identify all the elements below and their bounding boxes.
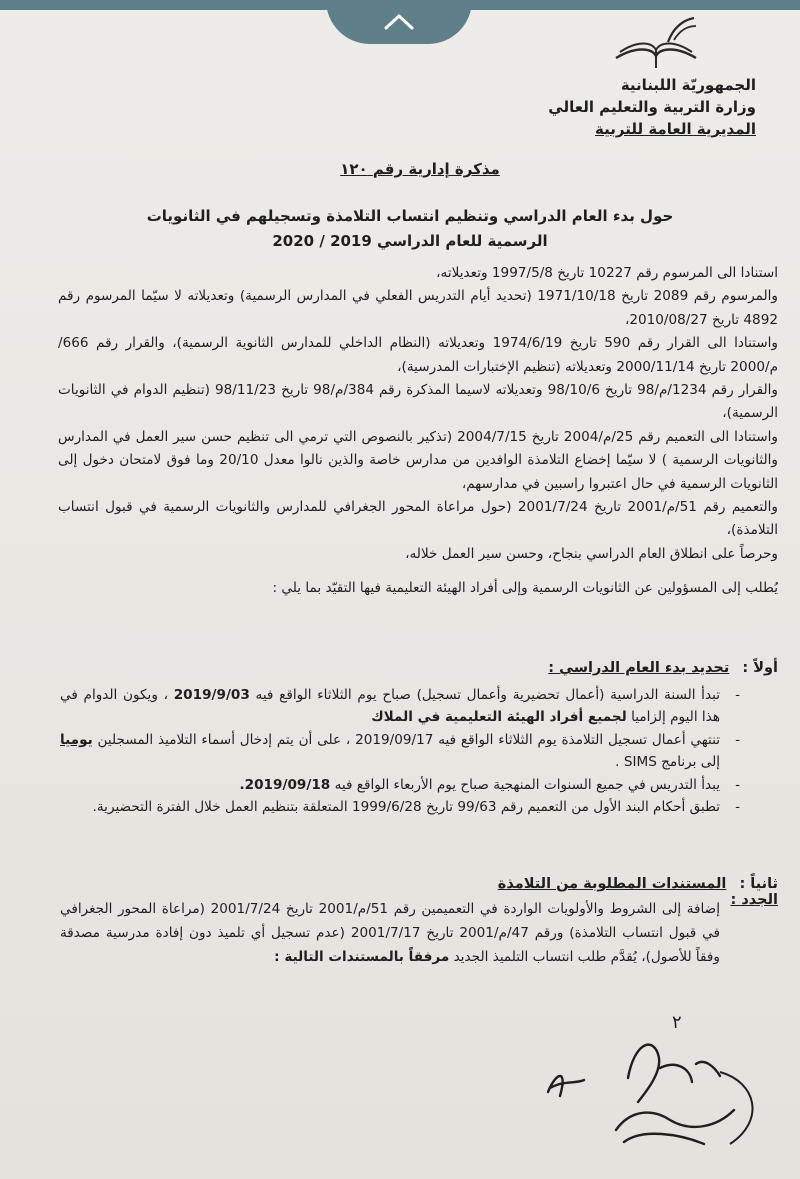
item-text: تبدأ السنة الدراسية (أعمال تحضيرية وأعمال تسجيل) صباح يوم الثلاثاء الواقع فيه bbox=[255, 687, 720, 703]
section-1-number: أولاً : bbox=[742, 660, 778, 676]
item-emphasis: يوميا bbox=[60, 731, 93, 748]
preamble-clause: والتعميم رقم 51/م/2001 تاريخ 2001/7/24 (حول مراعاة المحور الجغرافي للمدارس والثانويات الرسمية في قبول انتساب التلامذة)، bbox=[58, 499, 778, 539]
section-1-title: تحديد بدء العام الدراسي : bbox=[548, 660, 730, 676]
republic-name: الجمهوريّة اللبنانية bbox=[620, 76, 756, 94]
preamble bbox=[58, 262, 778, 601]
subject-line-2: الرسمية للعام الدراسي 2019 / 2020 bbox=[272, 232, 548, 250]
preamble-clause: استنادا الى المرسوم رقم 10227 تاريخ 1997/5/8 وتعديلاته، bbox=[436, 265, 778, 281]
memo-label: مذكرة إدارية رقم bbox=[372, 160, 500, 178]
memo-subject bbox=[110, 204, 710, 254]
section-2-title: المستندات المطلوبة من التلامذة الجدد : bbox=[497, 876, 778, 908]
directorate-name: المديرية العامة للتربية bbox=[595, 120, 756, 138]
item-emphasis: لجميع أفراد الهيئة التعليمية في الملاك bbox=[371, 709, 627, 726]
list-item bbox=[60, 729, 720, 774]
preamble-clause: والمرسوم رقم 2089 تاريخ 1971/10/18 (تحديد أيام التدريس الفعلي في المدارس الرسمية) وتعديلاته لا سيّما المرسوم رقم 4892 تاريخ 2010/08/27، bbox=[58, 288, 778, 328]
handwritten-signature bbox=[520, 1010, 770, 1160]
item-text: يبدأ التدريس في جميع السنوات المنهجية صباح يوم الأربعاء الواقع فيه bbox=[334, 776, 720, 793]
preamble-clause: والقرار رقم 1234/م/98 تاريخ 98/10/6 وتعديلاته لاسيما المذكرة رقم 384/م/98 تاريخ 98/11/23 (تنظيم الدوام في الثانويات الرسمية)، bbox=[58, 382, 778, 422]
section-1-list bbox=[60, 684, 720, 818]
preamble-clause: واستنادا الى التعميم رقم 25/م/2004 تاريخ 2004/7/15 (تذكير بالنصوص التي ترمي الى تنظيم حسن سير العمل في المدارس والثانويات الرسمية ) لا سيّما إخضاع التلامذة الوافدين من مدارس خاصة والذين نالوا معدل 20/10 وما فوق لامتحان دخول إلى الثانويات الرسمية في حال اعتبروا راسبين في مدارسهم، bbox=[58, 428, 778, 492]
list-item: - تطبق أحكام البند الأول من التعميم رقم 99/63 تاريخ 1999/6/28 المتعلقة بتنظيم العمل خلال الفترة التحضيرية. bbox=[60, 796, 720, 818]
letterhead bbox=[496, 74, 756, 140]
preamble-clause: واستنادا الى القرار رقم 590 تاريخ 1974/6/19 وتعديلاته (النظام الداخلي للمدارس الثانوية الرسمية)، والقرار رقم 666/م/2000 تاريخ 2000/11/14 وتعديلاته (تنظيم الإختبارات المدرسية)، bbox=[58, 335, 779, 375]
item-text: تنتهي أعمال تسجيل التلامذة يوم الثلاثاء الواقع فيه 2019/09/17 ، على أن يتم إدخال أسماء التلاميذ المسجلين bbox=[97, 731, 720, 748]
item-text: ، ويكون الدوام في هذا اليوم إلزاميا bbox=[60, 687, 720, 726]
preamble-clause: وحرصاً على انطلاق العام الدراسي بنجاح، وحسن سير العمل خلاله، bbox=[405, 545, 778, 562]
open-book-logo-icon bbox=[610, 12, 702, 74]
memo-number-line bbox=[250, 160, 590, 178]
ministry-name: وزارة التربية والتعليم العالي bbox=[548, 98, 756, 116]
teaching-start-date: 2019/09/18. bbox=[239, 776, 331, 793]
chevron-up-icon bbox=[382, 12, 416, 32]
paragraph-emphasis: مرفقاً بالمستندات التالية : bbox=[274, 949, 450, 965]
section-1-heading bbox=[478, 660, 778, 676]
request-line: يُطلب إلى المسؤولين عن الثانويات الرسمية وإلى أفراد الهيئة التعليمية فيها التقيّد بما يلي : bbox=[272, 580, 778, 597]
subject-line-1: حول بدء العام الدراسي وتنظيم انتساب التلامذة وتسجيلهم في الثانويات bbox=[146, 207, 674, 225]
memo-number: ١٢٠ bbox=[340, 160, 368, 178]
section-2-number: ثانياً : bbox=[739, 876, 778, 892]
signature-mark: ٢ bbox=[672, 1012, 682, 1033]
item-text: إلى برنامج SIMS . bbox=[615, 754, 720, 771]
start-date: 2019/9/03 bbox=[173, 687, 250, 703]
list-item bbox=[60, 684, 720, 729]
collapse-button[interactable] bbox=[326, 0, 472, 44]
section-2-paragraph bbox=[60, 897, 720, 969]
paragraph-text: إضافة إلى الشروط والأولويات الواردة في التعميمين رقم 51/م/2001 تاريخ 2001/7/24 (مراعاة المحور الجغرافي في قبول انتساب التلامذة) ورقم 47/م/2001 تاريخ 2001/7/17 (عدم تسجيل أي تلميذ دون إفادة مدرسية مصدقة وفقاً للأصول)، يُقدَّم طلب انتساب التلميذ الجديد bbox=[60, 901, 720, 965]
list-item bbox=[60, 774, 720, 796]
